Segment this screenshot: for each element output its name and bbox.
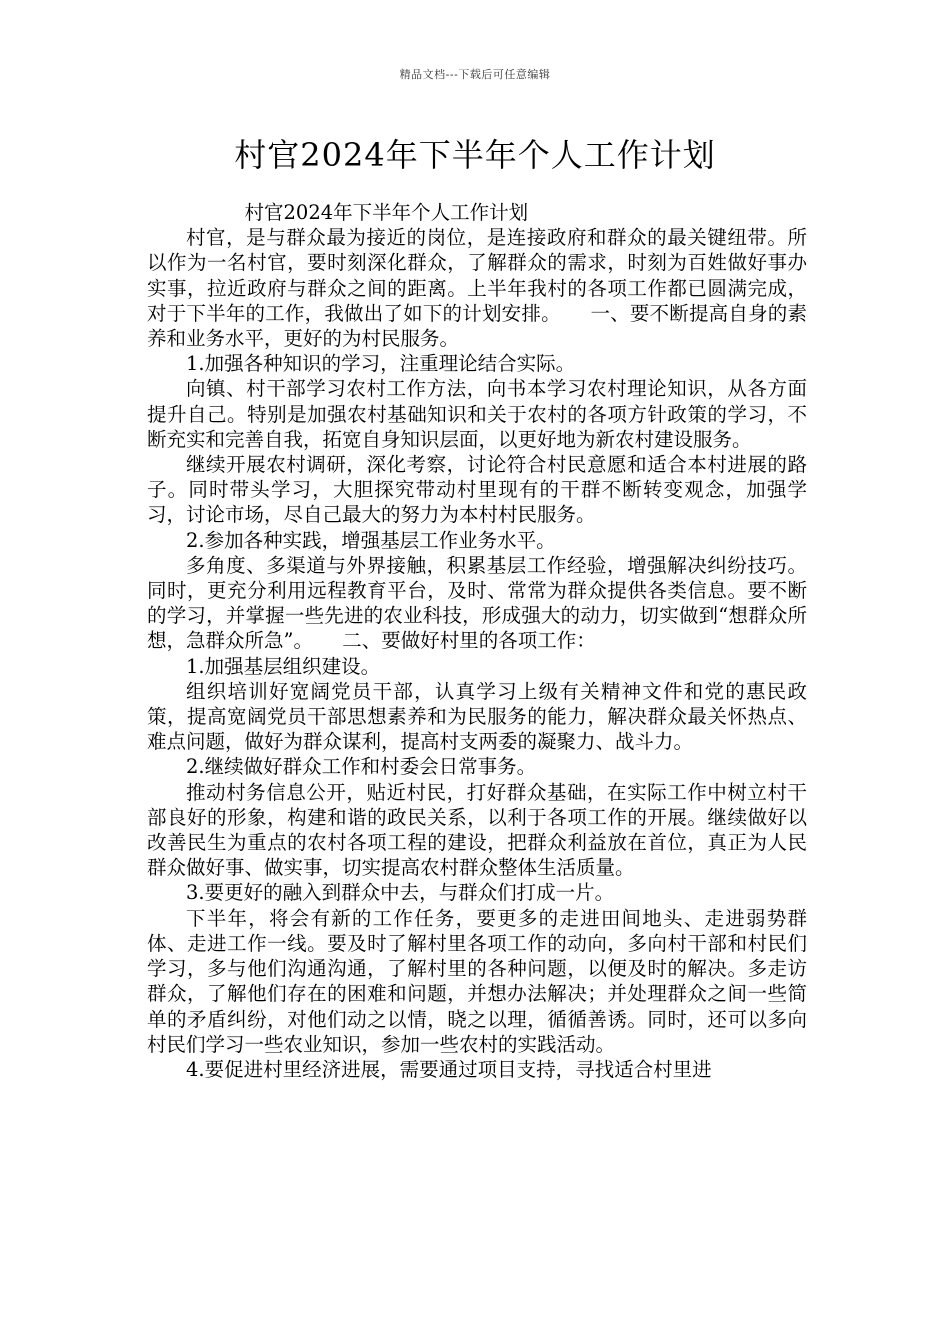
header-note: 精品文档---下载后可任意编辑 <box>399 68 551 81</box>
paragraph: 继续开展农村调研，深化考察，讨论符合村民意愿和适合本村进展的路子。同时带头学习，大胆探究带动村里现有的干群不断转变观念，加强学习，讨论市场，尽自己最大的努力为本村村民服务。 <box>147 453 807 527</box>
document-body <box>147 200 807 1082</box>
paragraph-heading-2-1: 1.加强基层组织建设。 <box>186 654 381 678</box>
paragraph: 组织培训好宽阔党员干部，认真学习上级有关精神文件和党的惠民政策，提高宽阔党员干部思想素养和为民服务的能力，解决群众最关怀热点、难点问题，做好为群众谋利，提高村支两委的凝聚力、战斗力。 <box>147 679 807 754</box>
paragraph-intro: 村官，是与群众最为接近的岗位，是连接政府和群众的最关键纽带。所以作为一名村官，要时刻深化群众，了解群众的需求，时刻为百姓做好事办实事，拉近政府与群众之间的距离。上半年我村的各项工作都已圆满完成，对于下半年的工作，我做出了如下的计划安排。 一、要不断提高自身的素养和业务水平，更好的为村民服务。 <box>147 226 807 351</box>
subtitle-paragraph: 村官2024年下半年个人工作计划 <box>244 201 529 224</box>
paragraph-heading-2-4: 4.要促进村里经济进展，需要通过项目支持，寻找适合村里进 <box>186 1057 712 1081</box>
document-title: 村官2024年下半年个人工作计划 <box>234 136 716 174</box>
paragraph: 多角度、多渠道与外界接触，积累基层工作经验，增强解决纠纷技巧。同时，更充分利用远程教育平台，及时、常常为群众提供各类信息。要不断的学习，并掌握一些先进的农业科技，形成强大的动力，切实做到“想群众所想，急群众所急”。 二、要做好村里的各项工作： <box>147 553 807 653</box>
paragraph-heading-2-2: 2.继续做好群众工作和村委会日常事务。 <box>186 755 537 779</box>
paragraph-heading-1-1: 1.加强各种知识的学习，注重理论结合实际。 <box>186 352 576 376</box>
paragraph-heading-1-2: 2.参加各种实践，增强基层工作业务水平。 <box>186 528 556 552</box>
paragraph: 下半年，将会有新的工作任务，要更多的走进田间地头、走进弱势群体、走进工作一线。要及时了解村里各项工作的动向，多向村干部和村民们学习，多与他们沟通沟通，了解村里的各种问题，以便及时的解决。多走访群众，了解他们存在的困难和问题，并想办法解决；并处理群众之间一些简单的矛盾纠纷，对他们动之以情，晓之以理，循循善诱。同时，还可以多向村民们学习一些农业知识，参加一些农村的实践活动。 <box>147 906 807 1056</box>
paragraph: 推动村务信息公开，贴近村民，打好群众基础，在实际工作中树立村干部良好的形象，构建和谐的政民关系，以利于各项工作的开展。继续做好以改善民生为重点的农村各项工程的建设，把群众利益放在首位，真正为人民群众做好事、做实事，切实提高农村群众整体生活质量。 <box>147 780 807 880</box>
paragraph: 向镇、村干部学习农村工作方法，向书本学习农村理论知识，从各方面提升自己。特别是加强农村基础知识和关于农村的各项方针政策的学习，不断充实和完善自我，拓宽自身知识层面，以更好地为新农村建设服务。 <box>147 377 807 451</box>
paragraph-heading-2-3: 3.要更好的融入到群众中去，与群众们打成一片。 <box>186 881 615 905</box>
